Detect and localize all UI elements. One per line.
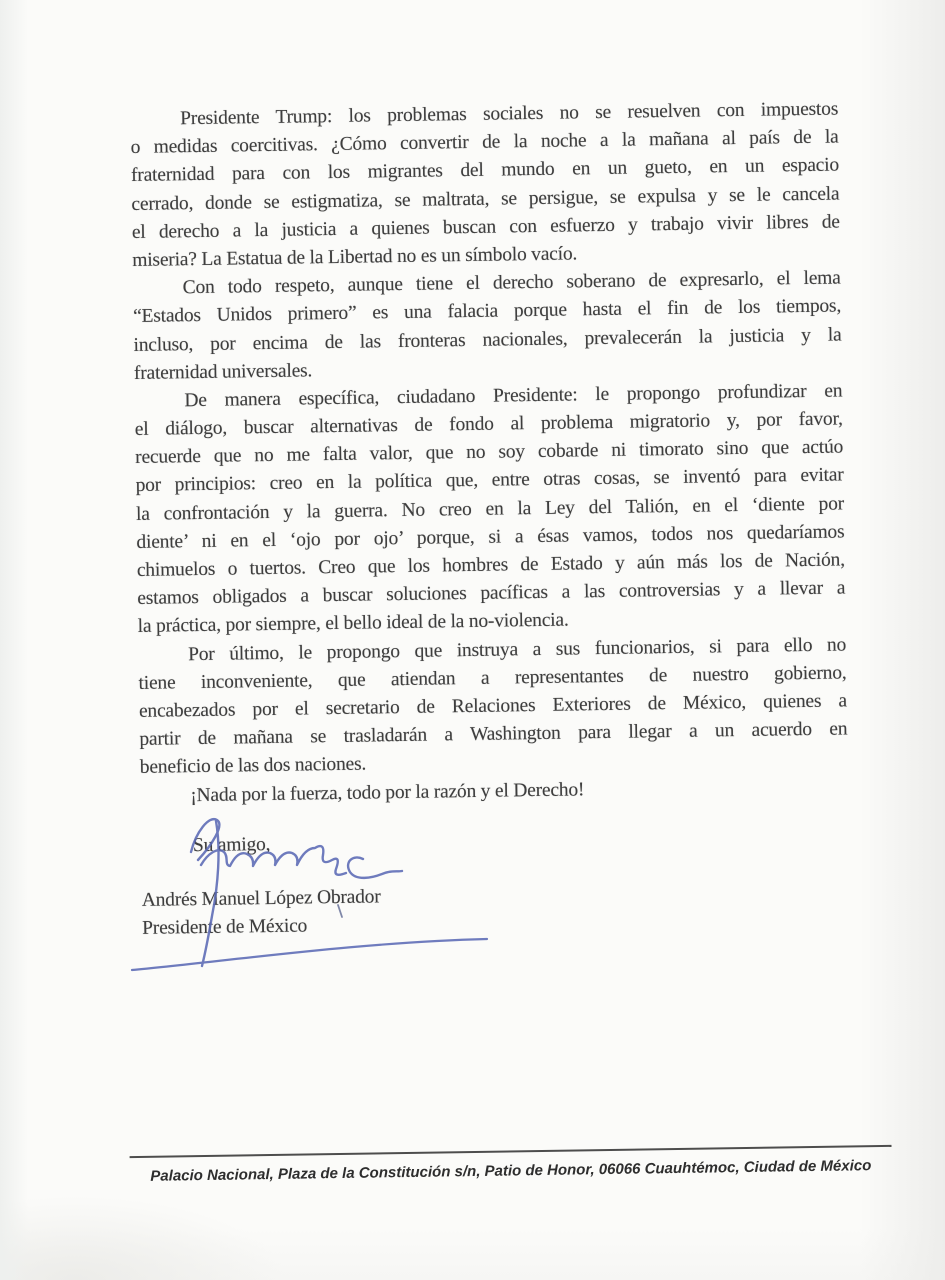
letter-line: miseria? La Estatua de la Libertad no es un símbolo vacío.	[132, 243, 578, 271]
letter-line: fraternidad para con los migrantes del mundo en un gueto, en un espacio	[130, 154, 840, 187]
signer-title: Presidente de México	[142, 915, 308, 939]
letter-line: fraternidad universales.	[133, 360, 313, 384]
letter-line: recuerde que no me falta valor, que no soy cobarde ni timorato sino que actúo	[135, 436, 844, 469]
paragraph	[138, 631, 848, 782]
letter-line: el derecho a la justicia a quienes buscan con esfuerzo y trabajo vivir libres de	[131, 211, 840, 243]
letter-line: la confrontación y la guerra. No creo en la Ley del Talión, en el ‘diente por	[135, 493, 845, 525]
letter-line: De manera específica, ciudadano Presidente: le propongo profundizar en	[184, 380, 843, 412]
letter-line: Por último, le propongo que instruya a sus funcionarios, si para ello no	[187, 634, 847, 665]
paragraph	[133, 265, 843, 388]
letter-line: el diálogo, buscar alternativas de fondo al problema migratorio y, por favor,	[134, 408, 843, 441]
letter-line: diente’ ni en el ‘ojo por ojo’ porque, si a ésas vamos, todos nos quedaríamos	[136, 521, 845, 553]
paragraph	[130, 95, 840, 275]
letter-line: beneficio de las dos naciones.	[139, 753, 367, 779]
page-footer	[130, 1145, 892, 1192]
letter-line: estamos obligados a buscar soluciones pacíficas a las controversias y a llevar a	[137, 577, 846, 610]
paragraph	[134, 377, 846, 641]
letter-line: ¡Nada por la fuerza, todo por la razón y el Derecho!	[190, 778, 585, 806]
letter-line: partir de mañana se trasladarán a Washington para llegar a un acuerdo en	[139, 718, 848, 751]
letter-line: por principios: creo en la política que, entre otras cosas, se inventó para evitar	[135, 464, 844, 497]
signature-block	[142, 876, 851, 943]
letter-body	[130, 95, 848, 810]
letter-line: la práctica, por siempre, el bello ideal de la no-violencia.	[137, 609, 569, 638]
closing-salutation: Su amigo,	[192, 833, 271, 856]
letter-line: cerrado, donde se estigmatiza, se maltrata, se persigue, se expulsa y se le cancela	[131, 183, 840, 215]
signer-name: Andrés Manuel López Obrador	[141, 886, 381, 911]
letter-content	[130, 95, 872, 1185]
footer-address: Palacio Nacional, Plaza de la Constitución s/n, Patio de Honor, 06066 Cuauhtémoc, Ciudad de México	[150, 1157, 872, 1185]
letter-line: encabezados por el secretario de Relaciones Exteriores de México, quienes a	[138, 690, 848, 722]
letter-line: Con todo respeto, aunque tiene el derecho soberano de expresarlo, el lema	[182, 267, 841, 299]
letter-line: tiene inconveniente, que atiendan a representantes de nuestro gobierno,	[138, 662, 847, 694]
letter-line: “Estados Unidos primero” es una falacia porque hasta el fin de los tiempos,	[132, 295, 842, 328]
letter-line: Presidente Trump: los problemas sociales no se resuelven con impuestos	[180, 98, 839, 130]
letter-line: o medidas coercitivas. ¿Cómo convertir de la noche a la mañana al país de la	[130, 126, 839, 159]
letter-line: incluso, por encima de las fronteras nacionales, prevalecerán la justicia y la	[133, 323, 842, 356]
letter-line: chimuelos o tuertos. Creo que los hombres de Estado y aún más los de Nación,	[136, 549, 845, 581]
